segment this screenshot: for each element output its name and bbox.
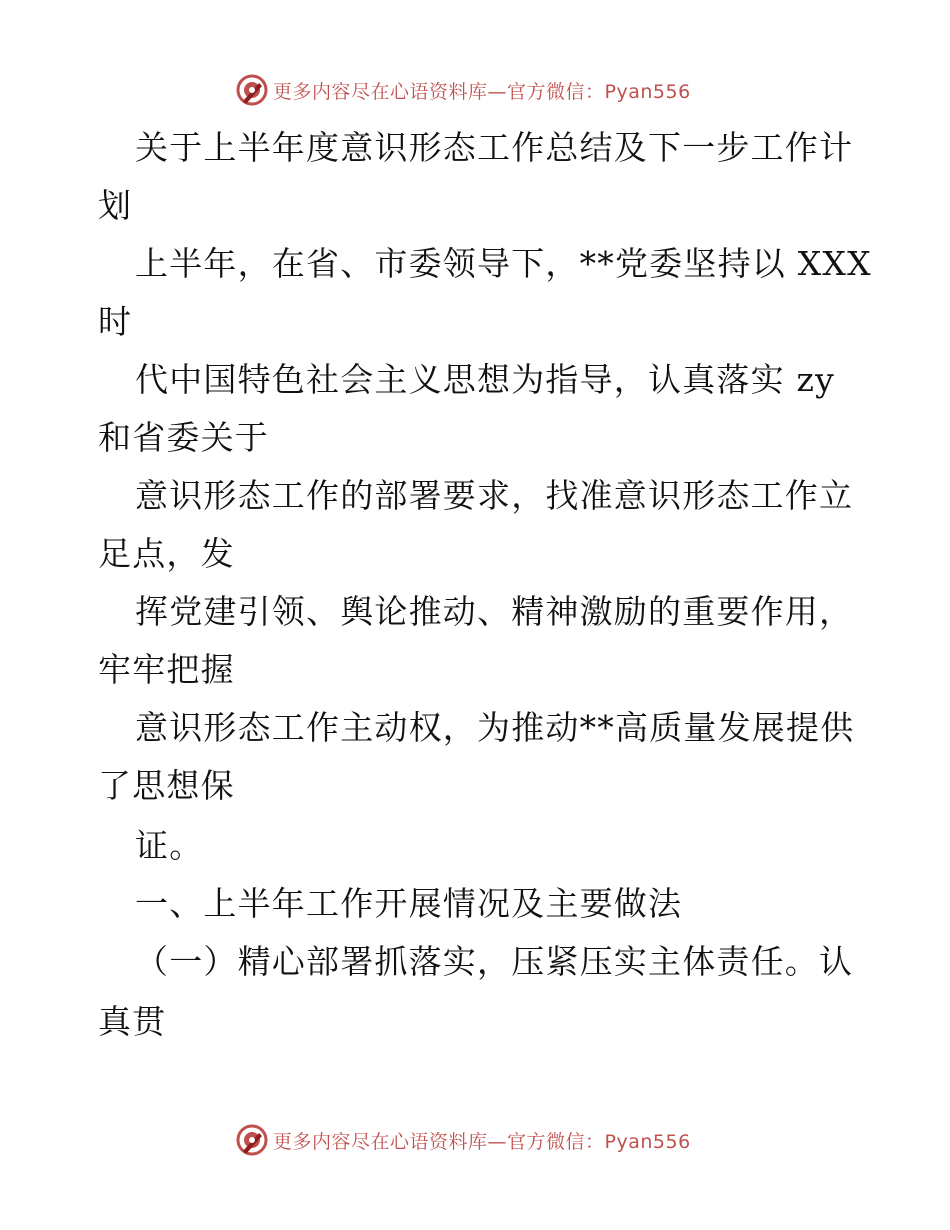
paragraph-line: 证。 <box>135 826 204 865</box>
watermark-text: 更多内容尽在心语资料库—官方微信：Pyan556 <box>273 1130 691 1153</box>
title-line-continued: 划 <box>98 186 133 225</box>
footer-watermark <box>235 1122 691 1158</box>
subsection-heading: （一）精心部署抓落实，压紧压实主体责任。认 <box>135 942 854 981</box>
section-heading: 一、上半年工作开展情况及主要做法 <box>135 884 683 923</box>
paragraph-line: 上半年，在省、市委领导下，**党委坚持以 XXX <box>135 244 872 283</box>
paragraph-line: 足点，发 <box>98 534 235 573</box>
paragraph-line: 真贯 <box>98 1002 167 1041</box>
paragraph-line: 意识形态工作主动权，为推动**高质量发展提供 <box>135 708 855 747</box>
title-line: 关于上半年度意识形态工作总结及下一步工作计 <box>135 128 854 167</box>
header-watermark <box>235 72 691 108</box>
watermark-text: 更多内容尽在心语资料库—官方微信：Pyan556 <box>273 80 691 103</box>
paragraph-line: 了思想保 <box>98 766 235 805</box>
paragraph-line: 牢牢把握 <box>98 650 235 689</box>
paragraph-line: 意识形态工作的部署要求，找准意识形态工作立 <box>135 476 854 515</box>
paragraph-line: 时 <box>98 302 133 341</box>
paragraph-line: 代中国特色社会主义思想为指导，认真落实 zy <box>135 360 835 399</box>
paragraph-line: 和省委关于 <box>98 418 269 457</box>
paragraph-line: 挥党建引领、舆论推动、精神激励的重要作用， <box>135 592 854 631</box>
pen-logo-icon <box>235 1123 269 1157</box>
pen-logo-icon <box>235 73 269 107</box>
